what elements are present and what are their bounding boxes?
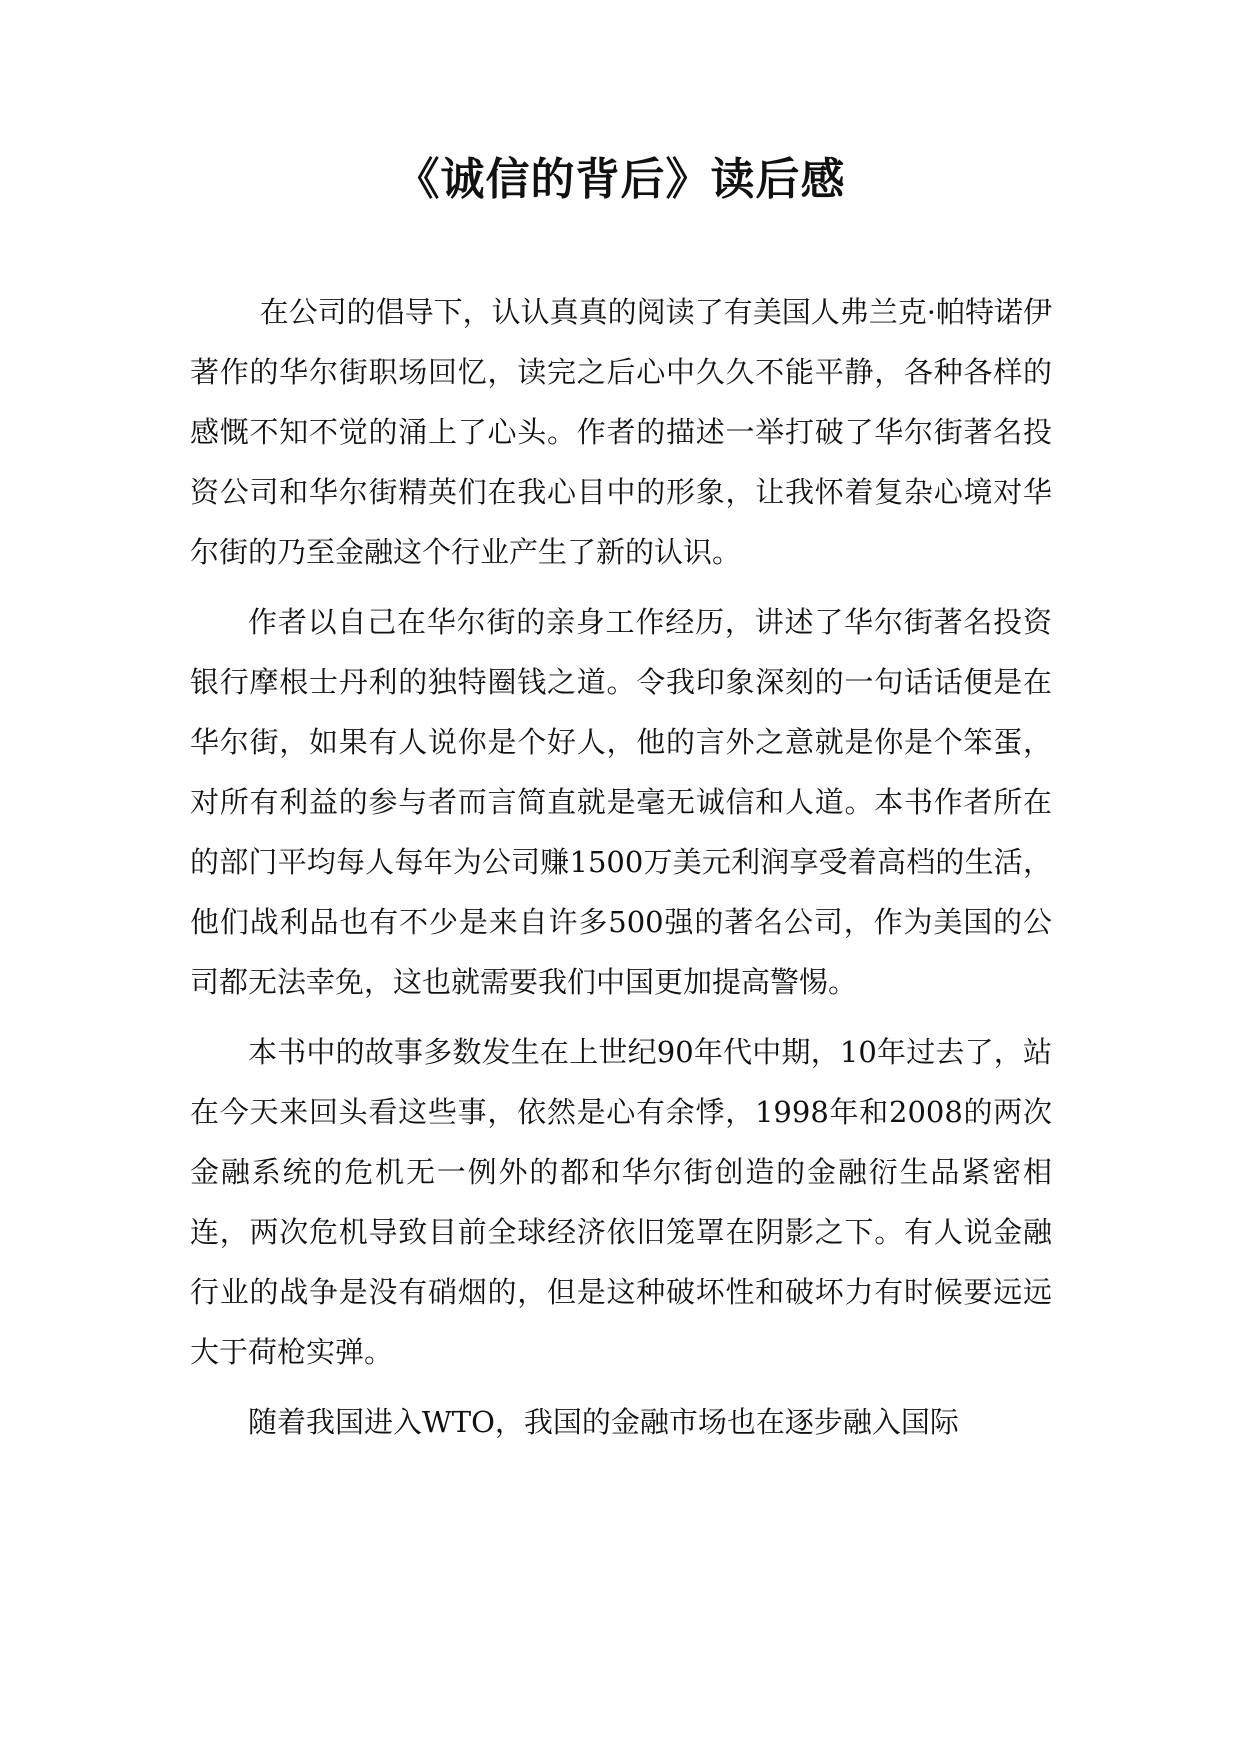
paragraph-3: 本书中的故事多数发生在上世纪90年代中期，10年过去了，站在今天来回头看这些事，依然是心有余悸，1998年和2008的两次金融系统的危机无一例外的都和华尔街创造的金融衍生品紧密相连，两次危机导致目前全球经济依旧笼罩在阴影之下。有人说金融行业的战争是没有硝烟的，但是这种破坏性和破坏力有时候要远远大于荷枪实弹。 bbox=[190, 1035, 1052, 1369]
paragraph-4: 随着我国进入WTO，我国的金融市场也在逐步融入国际 bbox=[248, 1405, 959, 1439]
document-title: 《诚信的背后》读后感 bbox=[395, 154, 846, 205]
paragraph-2: 作者以自己在华尔街的亲身工作经历，讲述了华尔街著名投资银行摩根士丹利的独特圈钱之道。令我印象深刻的一句话话便是在华尔街，如果有人说你是个好人，他的言外之意就是你是个笨蛋，对所有利益的参与者而言简直就是毫无诚信和人道。本书作者所在的部门平均每人每年为公司赚1500万美元利润享受着高档的生活，他们战利品也有不少是来自许多500强的著名公司，作为美国的公司都无法幸免，这也就需要我们中国更加提高警惕。 bbox=[190, 605, 1052, 999]
paragraph-1: 在公司的倡导下，认认真真的阅读了有美国人弗兰克·帕特诺伊著作的华尔街职场回忆，读完之后心中久久不能平静，各种各样的感慨不知不觉的涌上了心头。作者的描述一举打破了华尔街著名投资公司和华尔街精英们在我心目中的形象，让我怀着复杂心境对华尔街的乃至金融这个行业产生了新的认识。 bbox=[190, 295, 1052, 569]
document-body bbox=[190, 282, 1052, 1462]
